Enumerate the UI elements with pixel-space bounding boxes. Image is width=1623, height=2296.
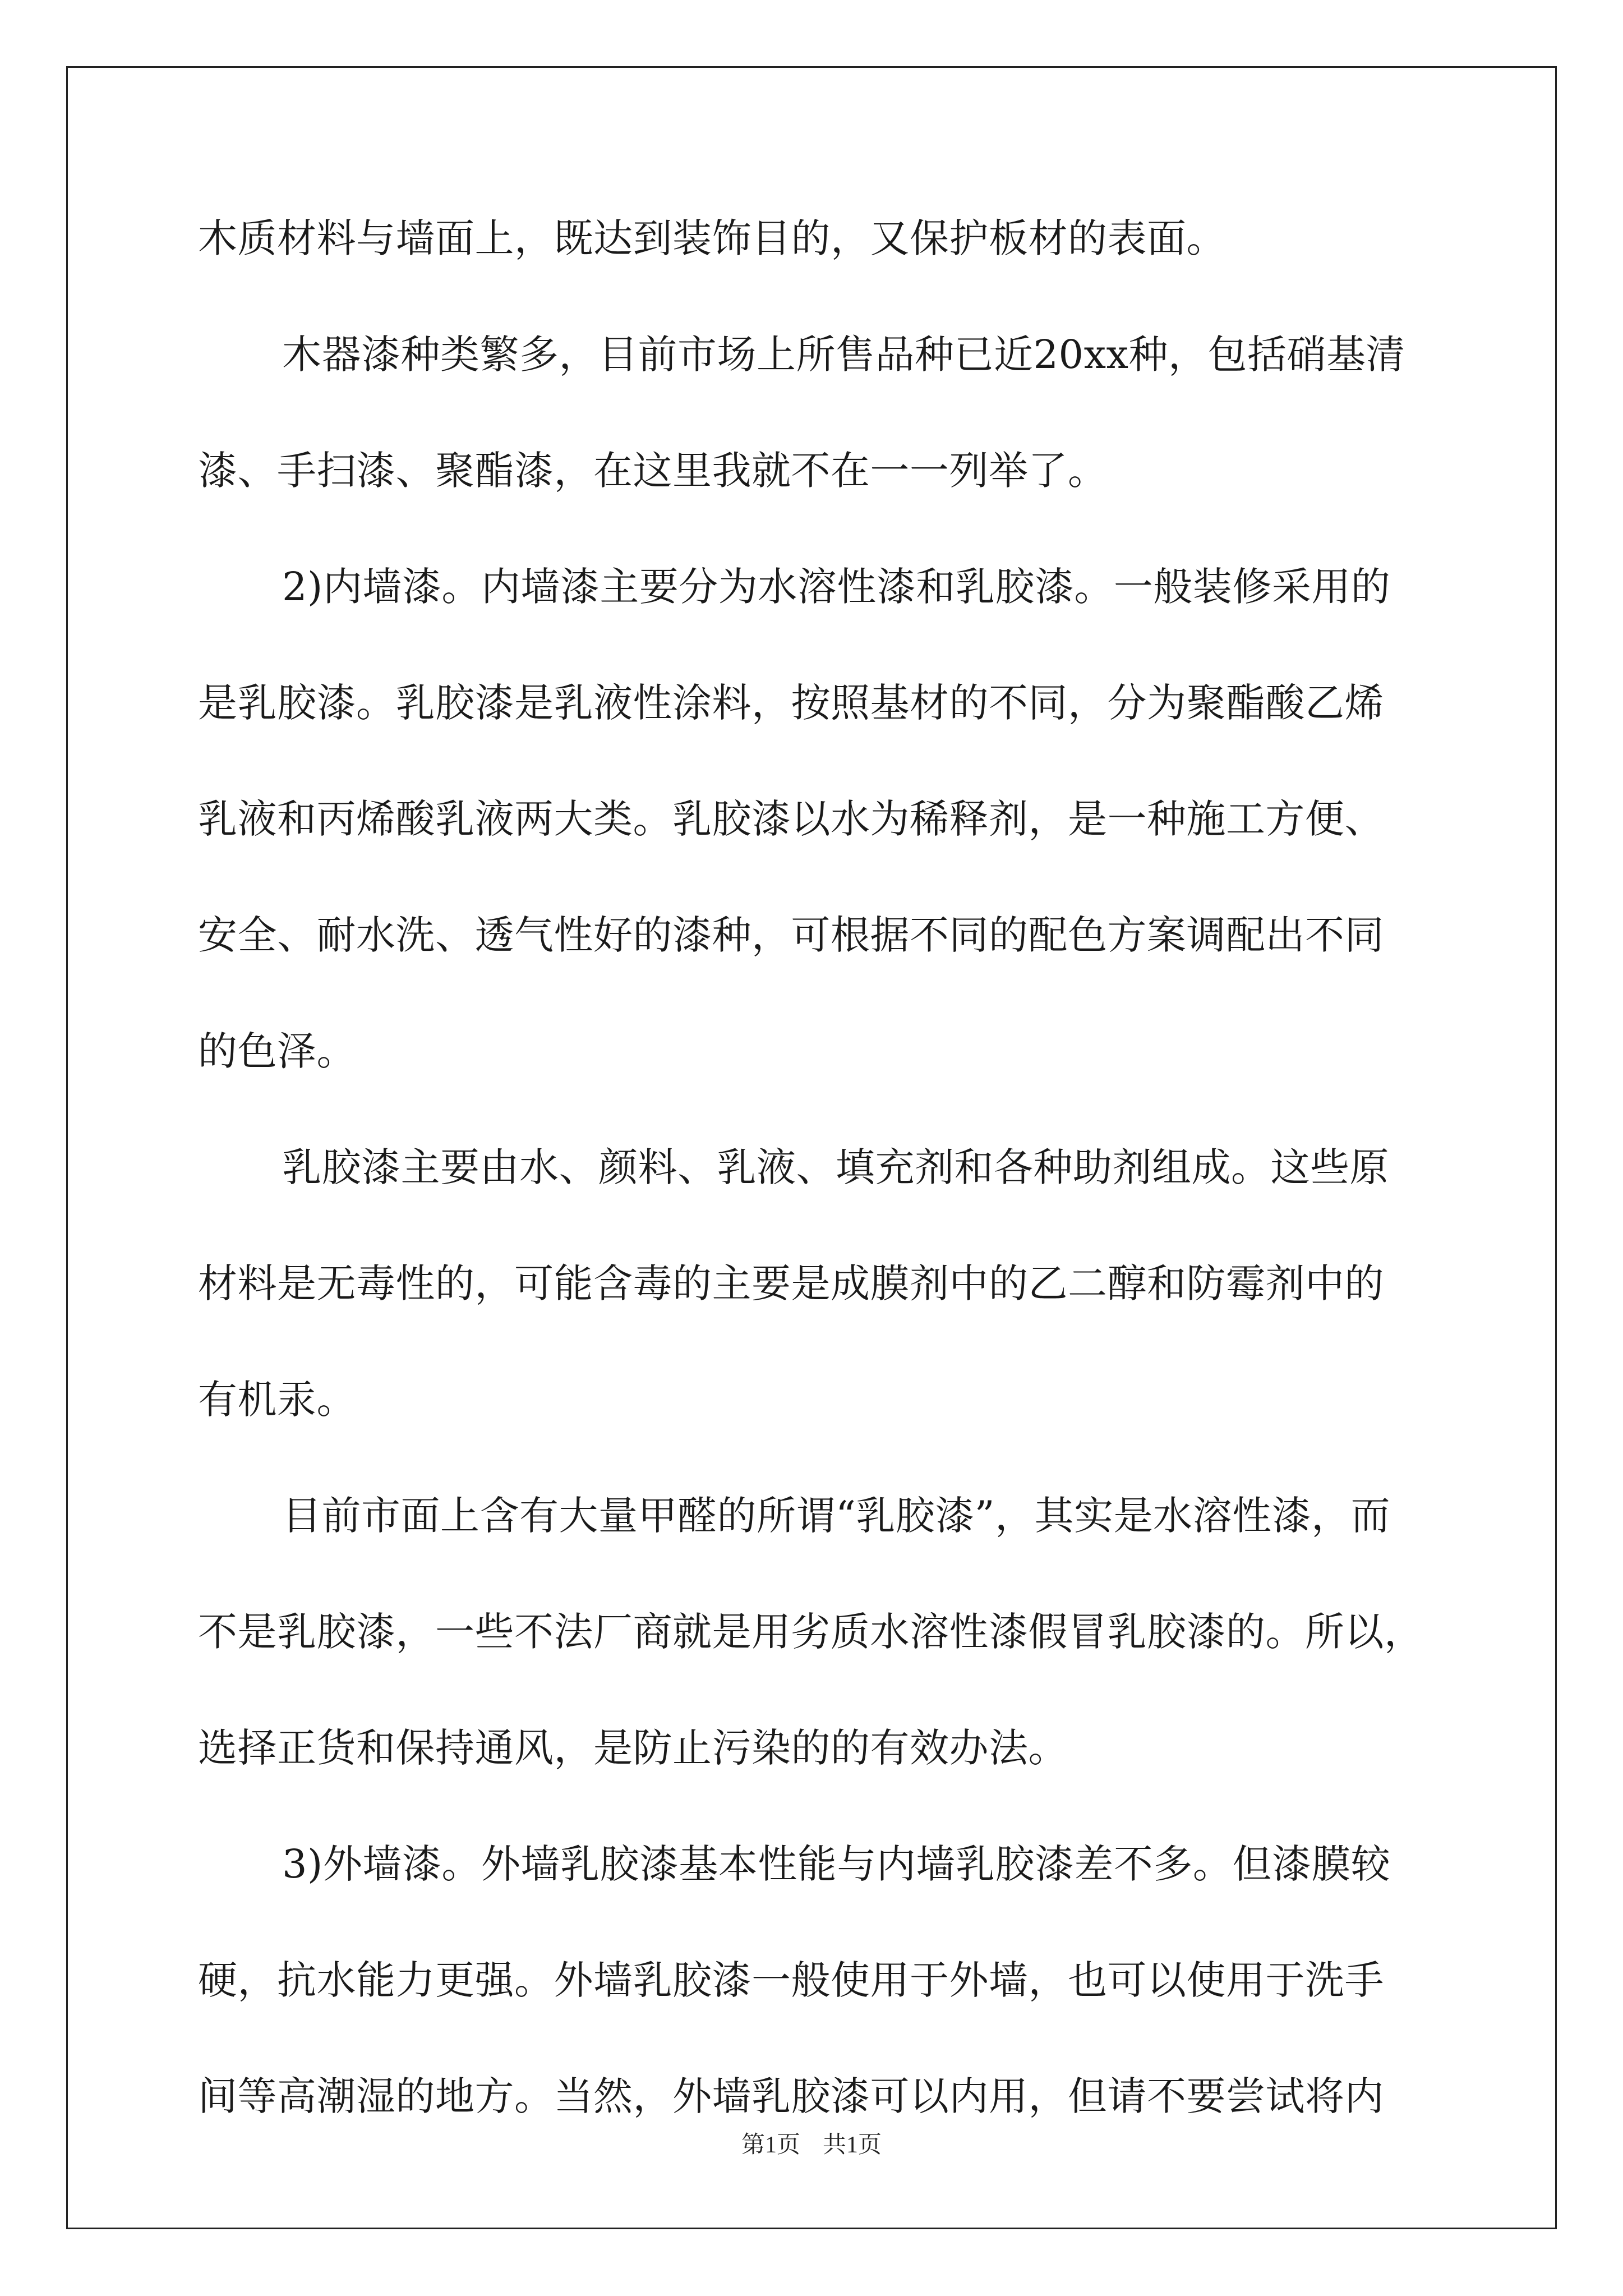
page-number-current: 第1页 <box>741 2132 800 2158</box>
text-line: 是乳胶漆。乳胶漆是乳液性涂料，按照基材的不同，分为聚酯酸乙烯 <box>198 680 1384 726</box>
page-number-total: 共1页 <box>823 2132 882 2158</box>
text-line: 漆、手扫漆、聚酯漆，在这里我就不在一一列举了。 <box>198 448 1108 494</box>
text-line: 木器漆种类繁多，目前市场上所售品种已近20xx种，包括硝基清 <box>282 332 1406 378</box>
text-line: 选择正货和保持通风，是防止污染的的有效办法。 <box>198 1725 1068 1771</box>
text-line: 乳胶漆主要由水、颜料、乳液、填充剂和各种助剂组成。这些原 <box>282 1144 1389 1190</box>
text-line: 安全、耐水洗、透气性好的漆种，可根据不同的配色方案调配出不同 <box>198 912 1384 958</box>
text-line: 2)内墙漆。内墙漆主要分为水溶性漆和乳胶漆。一般装修采用的 <box>282 564 1391 610</box>
text-line: 不是乳胶漆，一些不法厂商就是用劣质水溶性漆假冒乳胶漆的。所以， <box>198 1609 1424 1655</box>
text-line: 的色泽。 <box>198 1028 356 1074</box>
page-footer <box>0 2128 1623 2162</box>
text-line: 硬，抗水能力更强。外墙乳胶漆一般使用于外墙，也可以使用于洗手 <box>198 1957 1384 2003</box>
text-line: 乳液和丙烯酸乳液两大类。乳胶漆以水为稀释剂，是一种施工方便、 <box>198 796 1384 842</box>
text-line: 间等高潮湿的地方。当然，外墙乳胶漆可以内用，但请不要尝试将内 <box>198 2073 1384 2119</box>
text-line: 材料是无毒性的，可能含毒的主要是成膜剂中的乙二醇和防霉剂中的 <box>198 1260 1384 1306</box>
text-line: 有机汞。 <box>198 1377 356 1423</box>
text-line: 3)外墙漆。外墙乳胶漆基本性能与内墙乳胶漆差不多。但漆膜较 <box>282 1841 1391 1887</box>
text-line: 木质材料与墙面上，既达到装饰目的，又保护板材的表面。 <box>198 215 1226 261</box>
text-line: 目前市面上含有大量甲醛的所谓“乳胶漆”，其实是水溶性漆，而 <box>282 1493 1391 1539</box>
